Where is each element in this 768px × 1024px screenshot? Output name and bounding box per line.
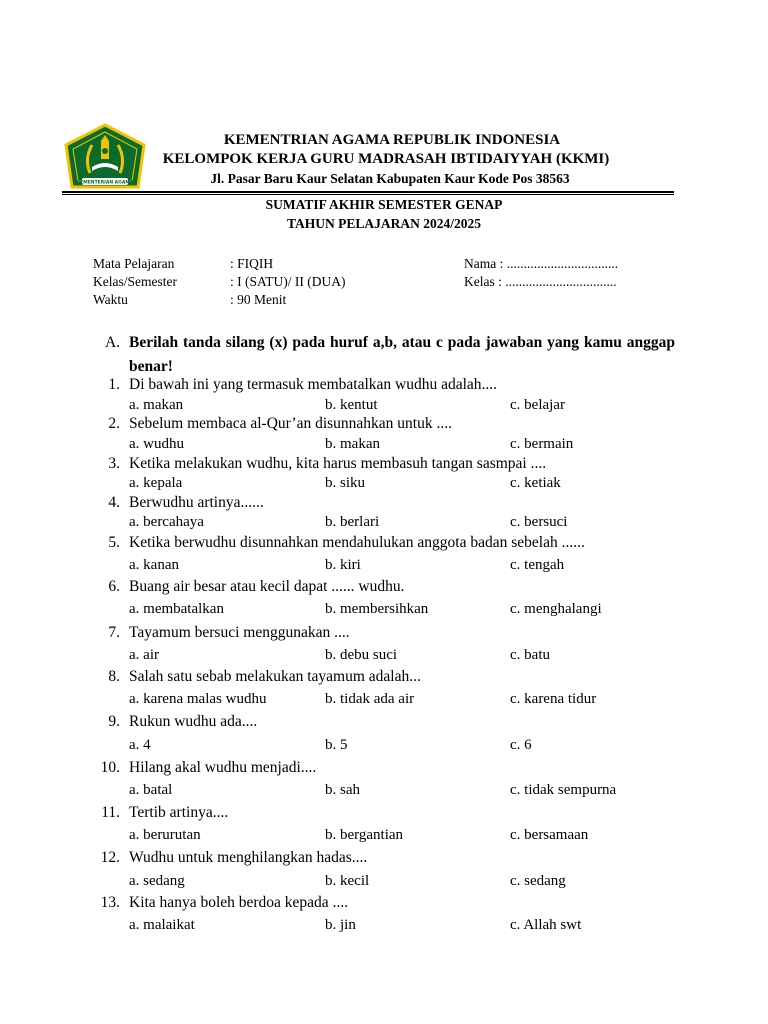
question-text: Wudhu untuk menghilangkan hadas.... — [129, 849, 368, 866]
option-b: b. bergantian — [325, 827, 404, 843]
option-a: a. kepala — [129, 475, 183, 491]
option-b: b. jin — [325, 917, 356, 933]
option-b: b. makan — [325, 436, 380, 452]
option-b: b. membersihkan — [325, 601, 429, 617]
header-address: Jl. Pasar Baru Kaur Selatan Kabupaten Kaur Kode Pos 38563 — [210, 171, 570, 186]
instruction-text: Berilah tanda silang (x) pada huruf a,b, atau c pada jawaban yang kamu anggap benar! — [129, 334, 675, 375]
option-a: a. kanan — [129, 557, 179, 573]
question-number: 9. — [108, 713, 120, 730]
kelas-field: Kelas : ................................. — [464, 274, 617, 289]
option-c: c. tidak sempurna — [510, 782, 617, 798]
subject-value: : FIQIH — [230, 256, 274, 271]
time-label: Waktu — [93, 292, 128, 307]
option-c: c. menghalangi — [510, 601, 602, 617]
instruction — [105, 331, 675, 379]
question-number: 10. — [100, 759, 120, 776]
option-c: c. batu — [510, 647, 550, 663]
header-rule-thick — [62, 191, 674, 193]
option-a: a. makan — [129, 397, 184, 413]
option-c: c. Allah swt — [510, 917, 582, 933]
header-kkmi: KELOMPOK KERJA GURU MADRASAH IBTIDAIYYAH (KKMI) — [162, 151, 610, 167]
exam-year: TAHUN PELAJARAN 2024/2025 — [286, 216, 481, 231]
class-label: Kelas/Semester — [93, 274, 177, 289]
option-b: b. siku — [325, 475, 366, 491]
question-number: 13. — [100, 894, 120, 911]
option-b: b. debu suci — [325, 647, 398, 663]
option-a: a. membatalkan — [129, 601, 224, 617]
option-b: b. 5 — [325, 737, 348, 753]
question-text: Salah satu sebab melakukan tayamum adalah... — [129, 668, 421, 685]
question-number: 3. — [108, 455, 120, 472]
option-c: c. tengah — [510, 557, 565, 573]
option-b: b. kiri — [325, 557, 361, 573]
question-text: Di bawah ini yang termasuk membatalkan wudhu adalah.... — [129, 376, 498, 393]
question-number: 11. — [101, 804, 120, 821]
svg-text:KEMENTERIAN AGAMA: KEMENTERIAN AGAMA — [76, 180, 134, 186]
question-text: Rukun wudhu ada.... — [129, 713, 258, 730]
question-number: 7. — [108, 624, 120, 641]
question-number: 8. — [108, 668, 120, 685]
question-number: 6. — [108, 578, 120, 595]
question-number: 12. — [100, 849, 120, 866]
exam-title: SUMATIF AKHIR SEMESTER GENAP — [265, 197, 503, 212]
option-a: a. wudhu — [129, 436, 184, 452]
question-text: Ketika berwudhu disunnahkan mendahulukan anggota badan sebelah ...... — [129, 534, 585, 551]
option-b: b. sah — [325, 782, 360, 798]
question-text: Buang air besar atau kecil dapat ...... wudhu. — [129, 578, 405, 595]
option-c: c. bersamaan — [510, 827, 589, 843]
question-number: 1. — [108, 376, 120, 393]
class-value: : I (SATU)/ II (DUA) — [230, 274, 346, 289]
option-b: b. kentut — [325, 397, 378, 413]
time-value: : 90 Menit — [230, 292, 287, 307]
question-text: Berwudhu artinya...... — [129, 494, 264, 511]
option-a: a. air — [129, 647, 159, 663]
option-b: b. kecil — [325, 873, 370, 889]
question-text: Ketika melakukan wudhu, kita harus membasuh tangan sasmpai .... — [129, 455, 547, 472]
question-text: Tayamum bersuci menggunakan .... — [129, 624, 350, 641]
option-a: a. karena malas wudhu — [129, 691, 267, 707]
option-a: a. 4 — [129, 737, 151, 753]
name-field: Nama : ................................. — [464, 256, 619, 271]
subject-label: Mata Pelajaran — [93, 256, 175, 271]
question-text: Hilang akal wudhu menjadi.... — [129, 759, 317, 776]
option-c: c. belajar — [510, 397, 565, 413]
option-a: a. berurutan — [129, 827, 201, 843]
instruction-letter: A. — [105, 334, 121, 351]
option-a: a. sedang — [129, 873, 185, 889]
header-ministry: KEMENTRIAN AGAMA REPUBLIK INDONESIA — [223, 132, 561, 148]
header-rule-thin — [62, 194, 674, 195]
option-c: c. bermain — [510, 436, 574, 452]
option-b: b. berlari — [325, 514, 380, 530]
option-b: b. tidak ada air — [325, 691, 415, 707]
question-number: 5. — [108, 534, 120, 551]
option-c: c. bersuci — [510, 514, 568, 530]
question-text: Kita hanya boleh berdoa kepada .... — [129, 894, 349, 911]
question-text: Sebelum membaca al-Qur’an disunnahkan untuk .... — [129, 415, 452, 432]
option-a: a. malaikat — [129, 917, 195, 933]
question-text: Tertib artinya.... — [129, 804, 229, 821]
option-c: c. 6 — [510, 737, 532, 753]
question-number: 2. — [108, 415, 120, 432]
option-c: c. karena tidur — [510, 691, 597, 707]
option-a: a. bercahaya — [129, 514, 204, 530]
question-number: 4. — [108, 494, 120, 511]
option-c: c. sedang — [510, 873, 566, 889]
option-c: c. ketiak — [510, 475, 561, 491]
option-a: a. batal — [129, 782, 173, 798]
